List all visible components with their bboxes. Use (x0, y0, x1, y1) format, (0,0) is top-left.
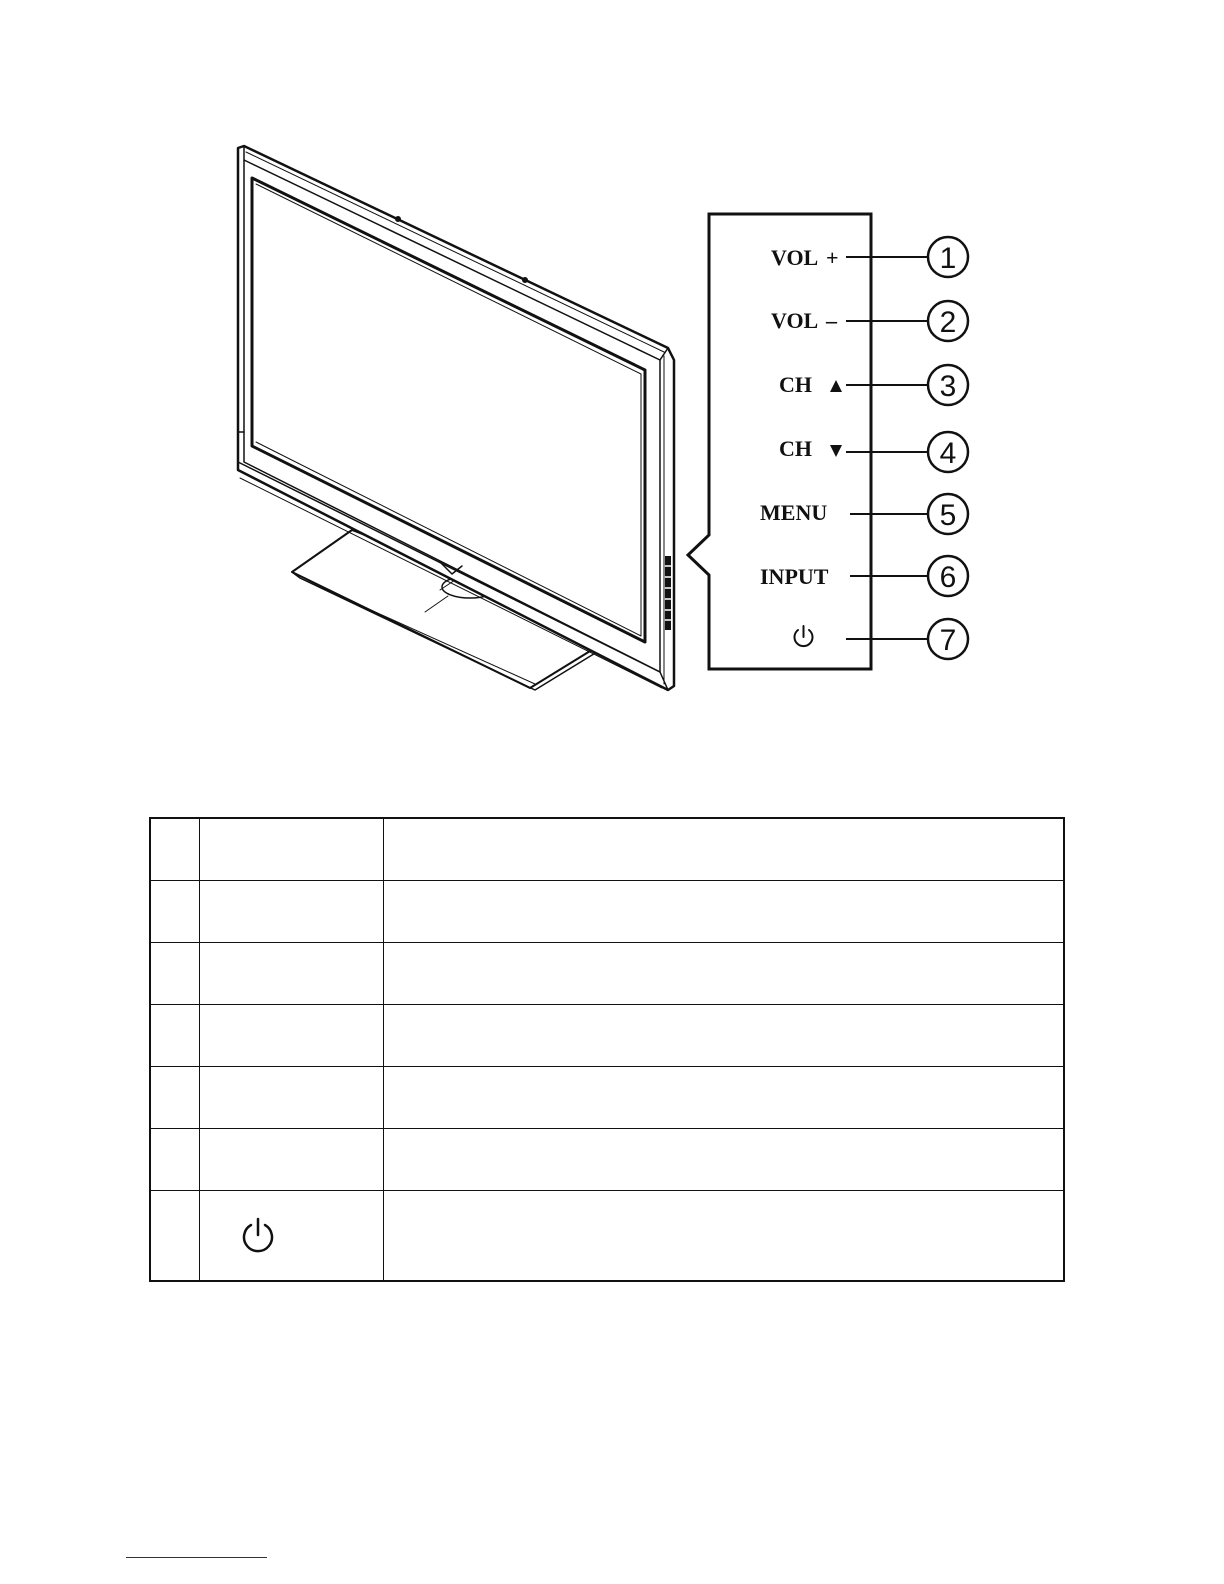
callout-number: 7 (939, 624, 957, 657)
table-row (150, 942, 1064, 1004)
button-symbol-minus: – (826, 308, 837, 333)
button-label: CH (779, 436, 812, 461)
row-number-cell (150, 1066, 200, 1128)
description-cell (384, 1128, 1065, 1190)
description-cell (384, 818, 1065, 880)
button-label: VOL (771, 245, 819, 270)
row-number-cell (150, 880, 200, 942)
button-symbol-plus: + (826, 245, 839, 270)
table-row (150, 818, 1064, 880)
description-cell (384, 1190, 1065, 1281)
button-name-cell (200, 1066, 384, 1128)
button-label: MENU (760, 500, 828, 525)
description-cell (384, 1066, 1065, 1128)
tv-side-button-strip (665, 556, 671, 630)
button-label: INPUT (760, 564, 829, 589)
callout-number: 6 (939, 561, 957, 594)
table-row (150, 880, 1064, 942)
callout-number: 4 (939, 437, 957, 470)
button-label: CH (779, 372, 812, 397)
button-name-cell (200, 1004, 384, 1066)
row-number-cell (150, 942, 200, 1004)
power-icon (240, 1215, 276, 1255)
button-name-cell (200, 1128, 384, 1190)
table-row (150, 1190, 1064, 1281)
description-cell (384, 942, 1065, 1004)
row-number-cell (150, 1128, 200, 1190)
button-function-table (149, 817, 1065, 1282)
button-name-cell (200, 1190, 384, 1281)
callout-number: 3 (939, 370, 957, 403)
description-cell (384, 1004, 1065, 1066)
button-name-cell (200, 818, 384, 880)
footnote-separator (126, 1557, 267, 1558)
table-row (150, 1004, 1064, 1066)
table-row (150, 1128, 1064, 1190)
row-number-cell (150, 818, 200, 880)
tv-illustration (238, 146, 674, 690)
table-row (150, 1066, 1064, 1128)
row-number-cell (150, 1190, 200, 1281)
button-name-cell (200, 942, 384, 1004)
button-label: VOL (771, 308, 819, 333)
callout-number: 2 (939, 306, 957, 339)
callout-number: 5 (939, 499, 957, 532)
description-cell (384, 880, 1065, 942)
row-number-cell (150, 1004, 200, 1066)
callout-number: 1 (939, 242, 957, 275)
tv-side-controls-figure (0, 0, 1224, 720)
button-name-cell (200, 880, 384, 942)
